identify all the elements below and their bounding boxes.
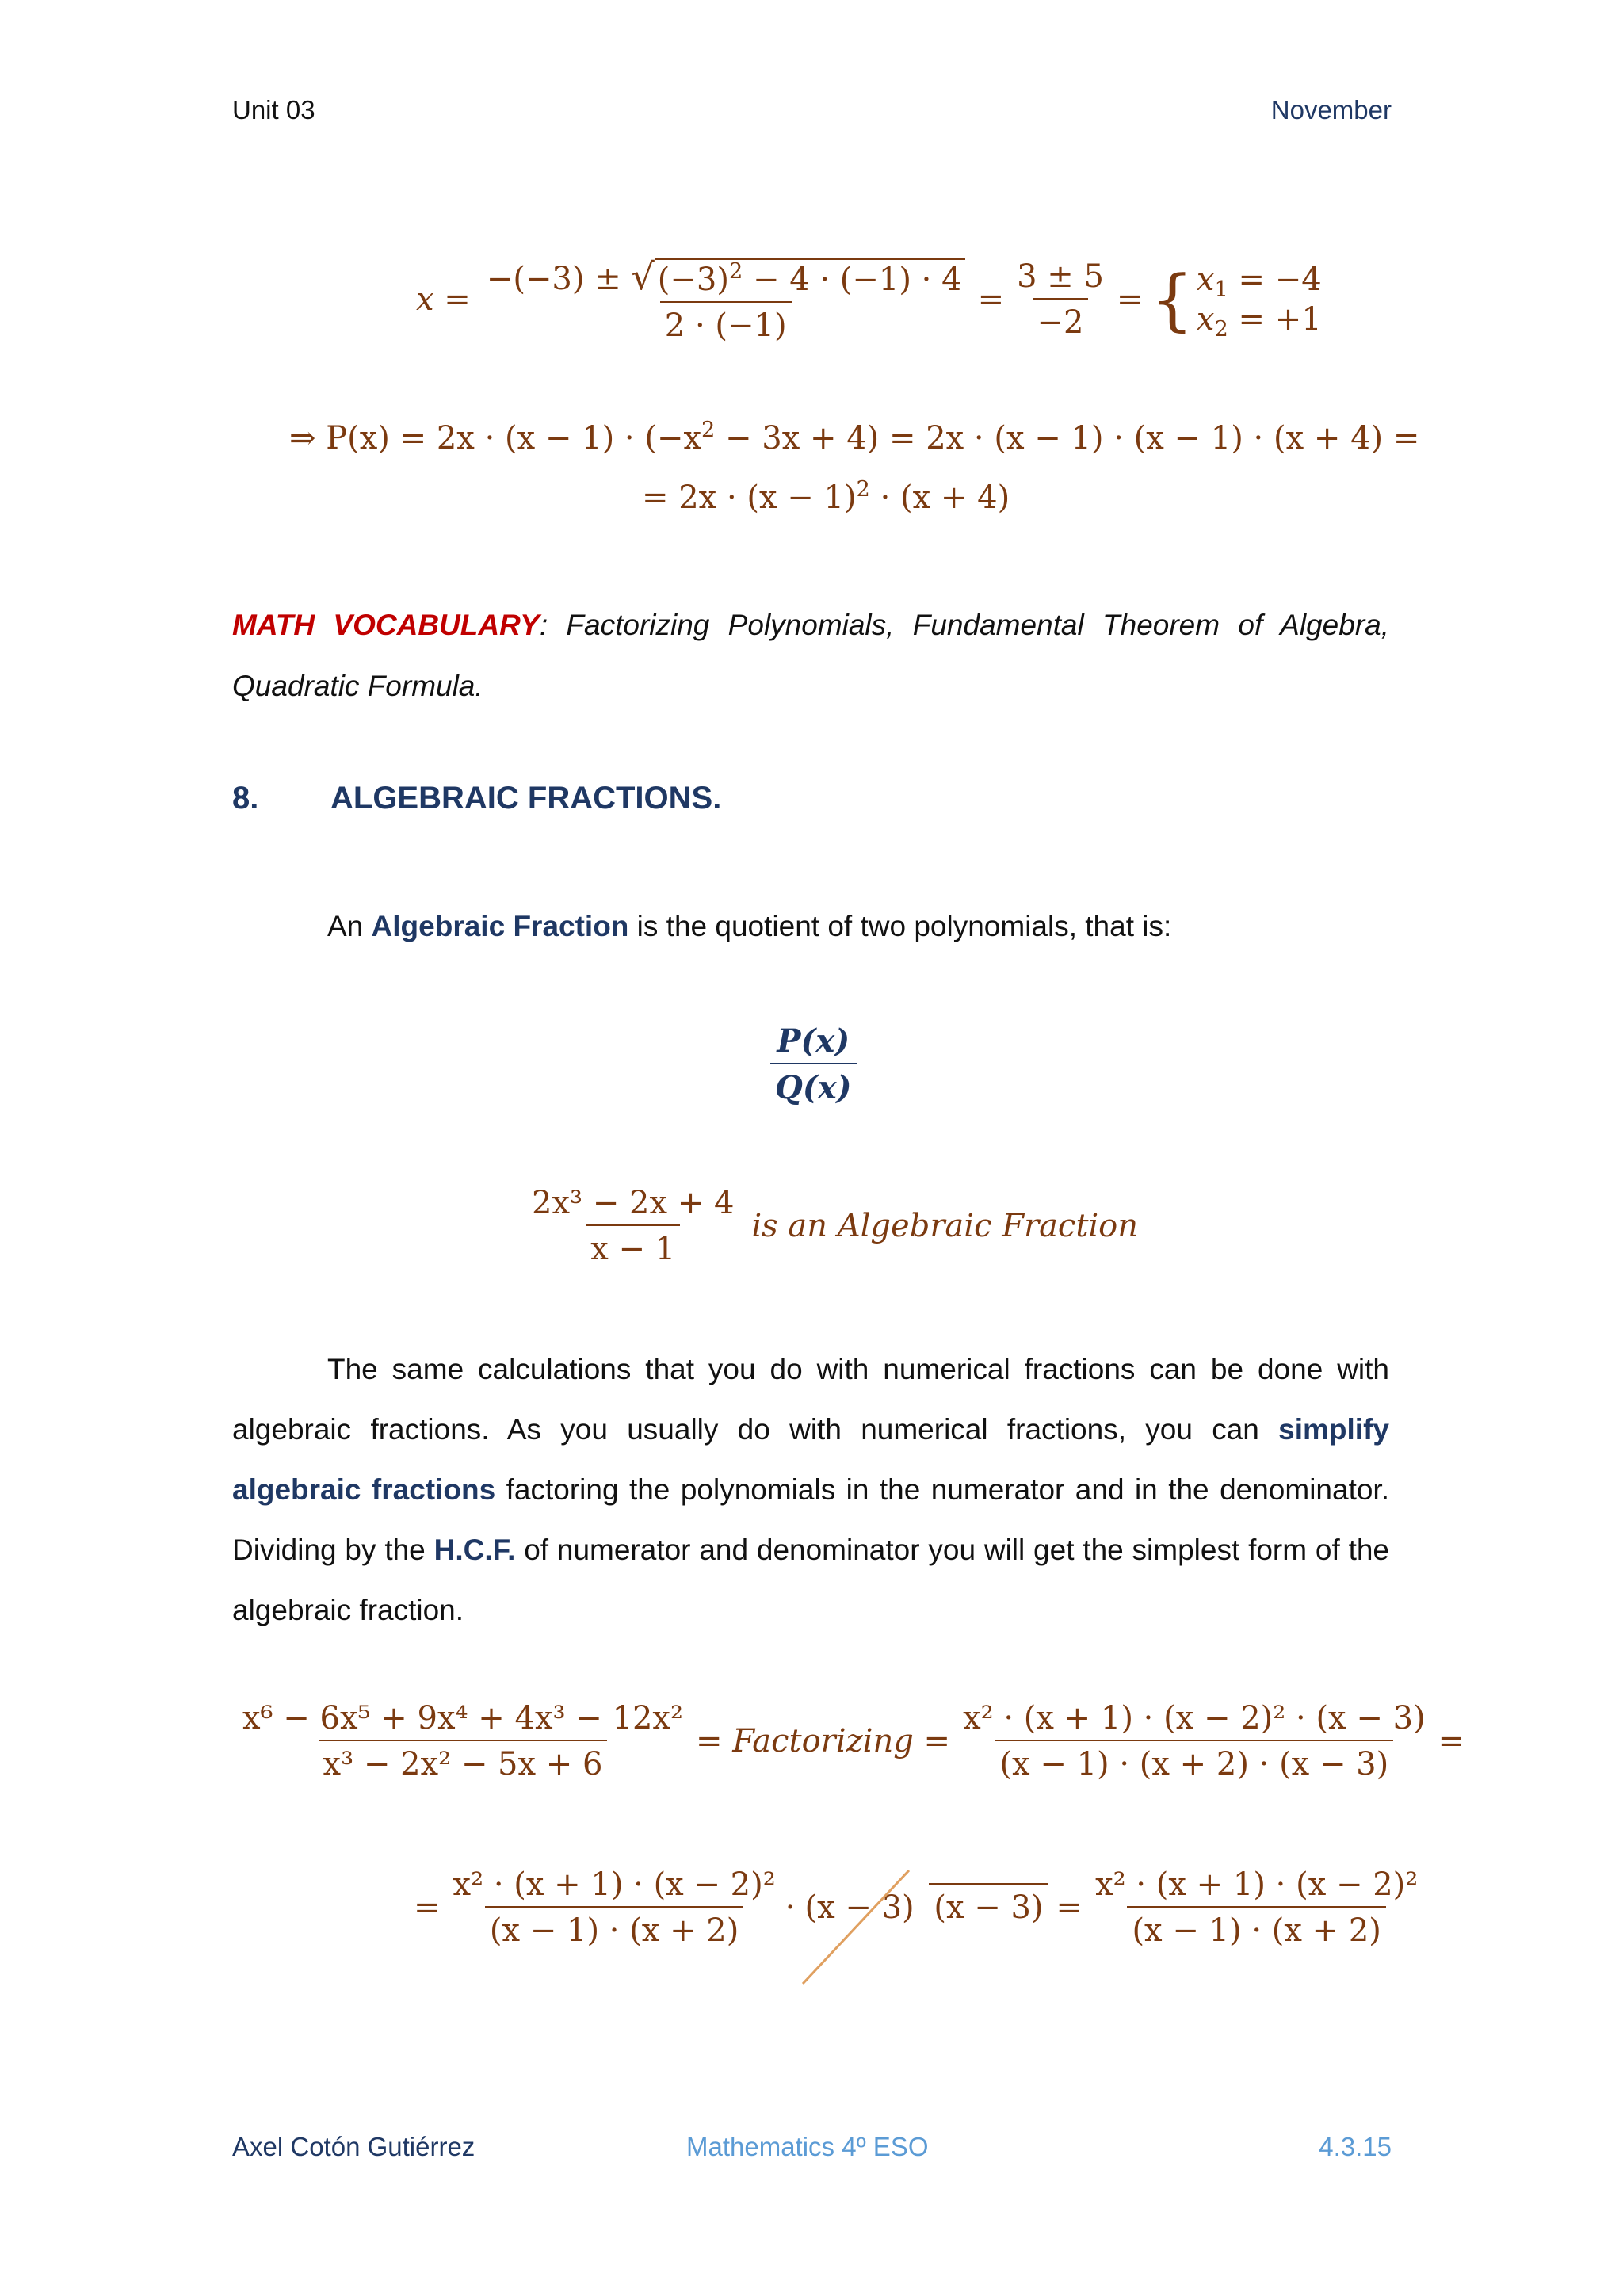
- left-brace-icon: {: [1151, 261, 1193, 338]
- equals-4: =: [414, 1889, 441, 1926]
- result-denominator: (x − 1) · (x + 2): [1127, 1906, 1385, 1949]
- footer-author: Axel Cotón Gutiérrez: [232, 2132, 475, 2161]
- root-2-var: x: [1196, 301, 1215, 338]
- equals-5: =: [1056, 1889, 1083, 1926]
- factored-line-2-a: = 2x · (x − 1): [642, 479, 857, 516]
- original-fraction: [238, 1700, 688, 1782]
- example-numerator: 2x³ − 2x + 4: [532, 1185, 735, 1221]
- root-1: $x_1 = -4$: [1196, 262, 1322, 303]
- original-denominator: x³ − 2x² − 5x + 6: [319, 1740, 608, 1782]
- pq-denominator: Q(x): [770, 1063, 857, 1106]
- factorizing-label: = Factorizing =: [696, 1723, 951, 1759]
- cancelled-fraction: [800, 1889, 1048, 1926]
- simplified-num: 3 ± 5: [1017, 258, 1104, 295]
- cancelled-denominator: (x − 3): [929, 1883, 1048, 1926]
- square-root: [631, 255, 964, 298]
- paragraph-part-1: The same calculations that you do with numerical fractions can be done with algebraic fractions. As you usually do with numerical fractions, you can: [232, 1353, 1389, 1446]
- reduced-fraction: [449, 1866, 781, 1949]
- paragraph-bold-2: H.C.F.: [433, 1534, 516, 1566]
- root-1-value: = −4: [1228, 262, 1322, 298]
- simplify-paragraph: [232, 1339, 1389, 1641]
- footer-course: Mathematics 4º ESO: [686, 2132, 929, 2161]
- definition-paragraph: [327, 910, 1171, 943]
- cancelled-numerator: (x − 3): [804, 1889, 915, 1926]
- factored-line-2: = $2x \cdot (x - 1)^2 \cdot (x + 4)$: [642, 477, 1010, 516]
- cancel-strike-icon: [796, 1869, 915, 1988]
- radicand-rest: − 4 · (−1) · 4: [743, 262, 962, 298]
- equals-1: =: [977, 281, 1005, 318]
- original-numerator: x⁶ − 6x⁵ + 9x⁴ + 4x³ − 12x²: [242, 1700, 683, 1736]
- section-title: ALGEBRAIC FRACTIONS.: [330, 781, 722, 816]
- factored-numerator: x² · (x + 1) · (x − 2)² · (x − 3): [963, 1700, 1426, 1736]
- definition-post: is the quotient of two polynomials, that is:: [628, 910, 1172, 942]
- quadratic-fraction: [482, 255, 970, 344]
- section-number: 8.: [232, 781, 259, 816]
- factored-line-2-b: · (x + 4): [869, 479, 1010, 516]
- quadratic-formula-equation: [416, 252, 1322, 347]
- paragraph-part-3: of numerator and denominator you will get the simplest form of the algebraic fraction.: [232, 1534, 1389, 1626]
- pq-numerator: P(x): [777, 1022, 850, 1060]
- vocab-label: MATH VOCABULARY: [232, 609, 540, 641]
- header-month: November: [1270, 95, 1392, 124]
- simplify-line-2: [406, 1866, 1423, 1949]
- reduced-denominator: (x − 1) · (x + 2): [485, 1906, 743, 1949]
- example-fraction-row: [527, 1185, 1138, 1267]
- section-heading: [232, 781, 721, 816]
- definition-pre: An: [327, 910, 372, 942]
- radicand: $(-3)^2 - 4 \cdot (-1) \cdot 4$: [655, 258, 965, 298]
- dot-operator: ·: [785, 1889, 796, 1926]
- quadratic-numerator: [482, 255, 970, 301]
- simplified-fraction: [1012, 258, 1109, 341]
- factored-fraction: [958, 1700, 1430, 1782]
- root-2: $x_2 = +1$: [1196, 301, 1322, 342]
- paragraph-bold-1: simplify algebraic fractions: [232, 1413, 1389, 1506]
- factored-line-1-b: − 3x + 4) = 2x · (x − 1) · (x − 1) · (x + 4) =: [715, 420, 1420, 457]
- roots-cases: [1196, 260, 1322, 342]
- factored-denominator: (x − 1) · (x + 2) · (x − 3): [995, 1740, 1393, 1782]
- simplified-den: −2: [1033, 298, 1089, 341]
- root-2-value: = +1: [1228, 301, 1322, 338]
- root-1-var: x: [1196, 262, 1215, 298]
- equals-3: =: [1438, 1723, 1465, 1759]
- footer-page: 4.3.15: [1319, 2132, 1392, 2161]
- factored-line-1-a: ⇒ P(x) = 2x · (x − 1) · (−x: [289, 420, 701, 457]
- example-fraction: [527, 1185, 739, 1267]
- definition-term: Algebraic Fraction: [371, 910, 629, 942]
- eq-lhs: x =: [416, 281, 471, 318]
- result-numerator: x² · (x + 1) · (x − 2)²: [1095, 1866, 1419, 1903]
- radical-icon: √: [631, 255, 655, 298]
- example-label: is an Algebraic Fraction: [751, 1208, 1139, 1244]
- pq-fraction: [770, 1022, 857, 1106]
- radicand-base: (−3): [657, 262, 729, 298]
- factored-line-1: ⇒ $P(x) = 2x \cdot (x - 1) \cdot (-x^2 - 3x + 4) = 2x \cdot (x - 1) \cdot (x - 1) \cdot (x + 4)$ =: [289, 418, 1420, 457]
- result-fraction: [1090, 1866, 1423, 1949]
- math-vocabulary: [232, 594, 1389, 716]
- numerator-pre: −(−3) ±: [486, 261, 632, 297]
- equals-2: =: [1116, 281, 1144, 318]
- vocab-text: : Factorizing Polynomials, Fundamental Theorem of Algebra, Quadratic Formula.: [232, 609, 1389, 702]
- header-unit: Unit 03: [232, 95, 315, 124]
- simplify-line-1: [238, 1700, 1472, 1782]
- paragraph-part-2: factoring the polynomials in the numerator and in the denominator. Dividing by the: [232, 1473, 1389, 1566]
- reduced-numerator: x² · (x + 1) · (x − 2)²: [453, 1866, 776, 1903]
- example-denominator: x − 1: [586, 1224, 680, 1267]
- quadratic-denominator: 2 · (−1): [660, 301, 792, 344]
